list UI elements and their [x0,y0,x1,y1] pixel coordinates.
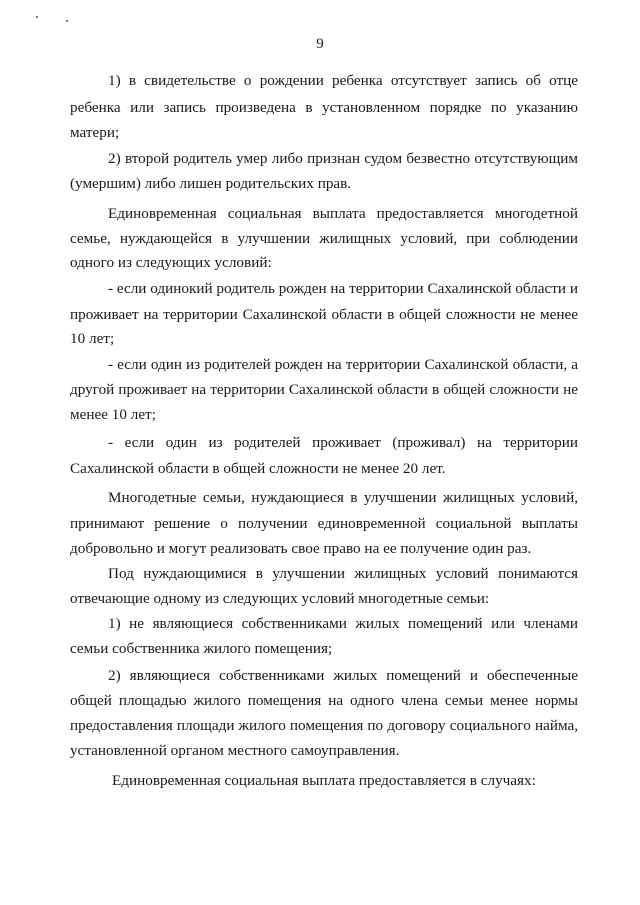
text-line: семьи собственника жилого помещения; [70,640,333,657]
scan-speck [36,16,38,18]
text-line: - если один из родителей рожден на территории Сахалинской области, а [108,356,578,373]
text-line: Единовременная социальная выплата предоставляется многодетной [108,205,578,222]
text-line: 2) второй родитель умер либо признан судом безвестно отсутствующим [108,150,578,167]
text-line: общей площадью жилого помещения на одного члена семьи менее нормы [70,692,578,709]
text-line: добровольно и могут реализовать свое право на ее получение один раз. [70,540,532,557]
text-line: менее 10 лет; [70,406,156,423]
text-line: проживает на территории Сахалинской области в общей сложности не менее [70,306,578,323]
text-line: другой проживает на территории Сахалинской области в общей сложности не [70,381,578,398]
text-line: матери; [70,124,120,141]
text-line: предоставления площади жилого помещения по договору социального найма, [70,717,578,734]
text-line: Под нуждающимися в улучшении жилищных условий понимаются [108,565,578,582]
text-line: (умершим) либо лишен родительских прав. [70,175,352,192]
text-line: Единовременная социальная выплата предоставляется в случаях: [112,772,536,789]
text-line: Сахалинской области в общей сложности не менее 20 лет. [70,460,446,477]
text-line: установленной органом местного самоуправления. [70,742,400,759]
text-line: семье, нуждающейся в улучшении жилищных условий, при соблюдении [70,230,578,247]
text-line: 1) в свидетельстве о рождении ребенка отсутствует запись об отце [108,72,578,89]
text-line: 1) не являющиеся собственниками жилых помещений или членами [108,615,578,632]
text-line: принимают решение о получении единовременной социальной выплаты [70,515,578,532]
page-number: 9 [316,36,324,52]
text-line: отвечающие одному из следующих условий многодетные семьи: [70,590,490,607]
text-line: - если один из родителей проживает (проживал) на территории [108,434,578,451]
text-line: 2) являющиеся собственниками жилых помещений и обеспеченные [108,667,578,684]
text-line: 10 лет; [70,330,115,347]
text-line: Многодетные семьи, нуждающиеся в улучшении жилищных условий, [108,489,578,506]
text-line: ребенка или запись произведена в установленном порядке по указанию [70,99,578,116]
text-line: - если одинокий родитель рожден на территории Сахалинской области и [108,280,578,297]
text-line: одного из следующих условий: [70,254,272,271]
scan-speck [66,20,68,22]
